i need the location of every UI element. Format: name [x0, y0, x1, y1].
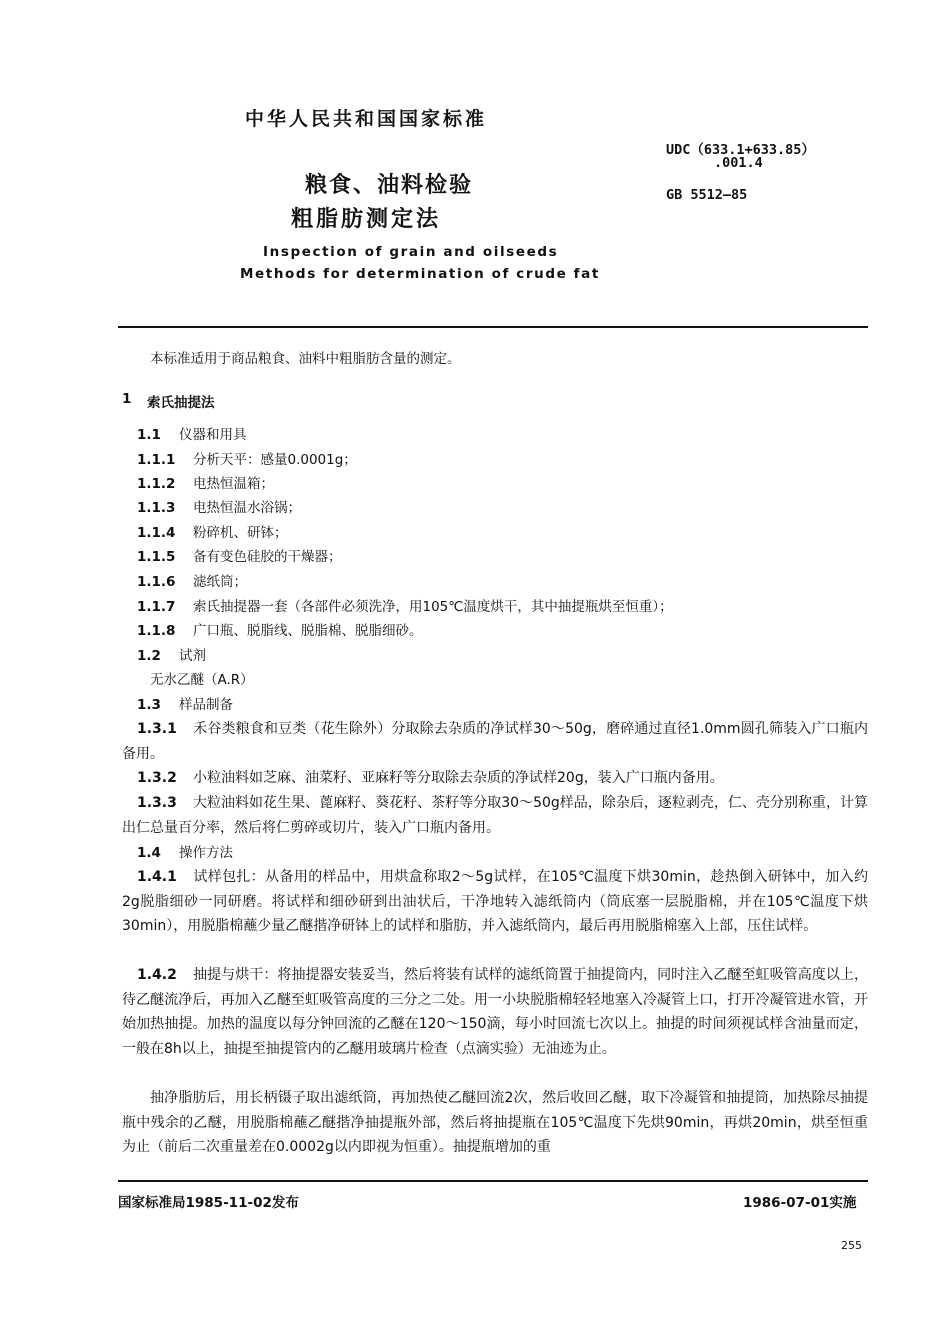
title-en-line1: Inspection of grain and oilseeds [263, 244, 559, 260]
list-item [137, 595, 673, 615]
title-en-line2: Methods for determination of crude fat [240, 266, 600, 282]
page-number: 255 [841, 1239, 862, 1252]
clause-number: 1.3.2 [137, 770, 177, 786]
footer-divider [118, 1180, 868, 1182]
clause-text: 大粒油料如花生果、蓖麻籽、葵花籽、茶籽等分取30～50g样品，除杂后，逐粒剥壳，仁、壳分别称重，计算出仁总量百分率，然后将仁剪碎或切片，装入广口瓶内备用。 [122, 795, 868, 836]
list-item [137, 619, 423, 639]
clause-1-3-1 [122, 717, 868, 766]
clause-number: 1.3 [137, 697, 161, 713]
clause-number: 1.4.1 [137, 869, 177, 885]
clause-number: 1.1.3 [137, 500, 176, 516]
clause-number: 1.1.4 [137, 525, 176, 541]
clause-number: 1.1.2 [137, 476, 176, 492]
header-divider [118, 326, 868, 328]
clause-text: 小粒油料如芝麻、油菜籽、亚麻籽等分取除去杂质的净试样20g，装入广口瓶内备用。 [193, 770, 724, 786]
clause-1-1 [137, 423, 247, 443]
clause-text: 电热恒温水浴锅； [193, 500, 301, 516]
clause-number: 1.2 [137, 648, 161, 664]
clause-1-4 [137, 841, 233, 861]
list-item [137, 570, 247, 590]
clause-number: 1.3.1 [137, 721, 177, 737]
clause-text: 操作方法 [179, 845, 233, 861]
clause-number: 1.1.6 [137, 574, 176, 590]
clause-text: 电热恒温箱； [193, 476, 274, 492]
title-cn-line1: 粮食、油料检验 [305, 173, 474, 198]
clause-text: 禾谷类粮食和豆类（花生除外）分取除去杂质的净试样30～50g，磨碎通过直径1.0mm圆孔筛装入广口瓶内备用。 [122, 721, 868, 762]
udc-code-continued: .001.4 [714, 155, 763, 171]
title-cn-line2: 粗脂肪测定法 [291, 207, 442, 232]
list-item [137, 496, 301, 516]
scope-statement: 本标准适用于商品粮食、油料中粗脂肪含量的测定。 [150, 351, 461, 367]
issue-date: 国家标准局1985-11-02发布 [118, 1195, 299, 1211]
udc-code: UDC（633.1+633.85） [666, 142, 815, 158]
clause-number: 1.4 [137, 845, 161, 861]
reagent-name: 无水乙醚（A.R） [150, 672, 254, 688]
clause-number: 1.1.5 [137, 549, 176, 565]
clause-number: 1.1 [137, 427, 161, 443]
clause-number: 1.4.2 [137, 967, 177, 983]
list-item [137, 448, 357, 468]
clause-text: 广口瓶、脱脂线、脱脂棉、脱脂细砂。 [193, 623, 423, 639]
clause-text: 粉碎机、研钵； [193, 525, 288, 541]
clause-1-3-3 [122, 791, 868, 840]
clause-text: 滤纸筒； [193, 574, 247, 590]
paragraph-drying: 抽净脂肪后，用长柄镊子取出滤纸筒，再加热使乙醚回流2次，然后收回乙醚，取下冷凝管和抽提筒，加热除尽抽提瓶中残余的乙醚，用脱脂棉蘸乙醚揩净抽提瓶外部，然后将抽提瓶在105℃温度下先烘90min，再烘20min，烘至恒重为止（前后二次重量差在0.0002g以内即视为恒重）。抽提瓶增加的重 [122, 1090, 868, 1155]
clause-1-4-1 [122, 865, 868, 939]
clause-text: 抽提与烘干：将抽提器安装妥当，然后将装有试样的滤纸筒置于抽提筒内，同时注入乙醚至虹吸管高度以上，待乙醚流净后，再加入乙醚至虹吸管高度的三分之二处。用一小块脱脂棉轻轻地塞入冷凝管上口，打开冷凝管进水管，开始加热抽提。加热的温度以每分钟回流的乙醚在120～150滴，每小时回流七次以上。抽提的时间须视试样含油量而定，一般在8h以上，抽提至抽提管内的乙醚用玻璃片检查（点滴实验）无油迹为止。 [122, 967, 868, 1057]
clause-number: 1.1.7 [137, 599, 176, 615]
clause-1-3-2 [122, 766, 868, 791]
clause-text: 样品制备 [179, 697, 233, 713]
clause-text: 分析天平：感量0.0001g； [193, 452, 357, 468]
clause-1-2 [137, 644, 206, 664]
gb-code: GB 5512—85 [666, 187, 748, 203]
clause-text: 试样包扎：从备用的样品中，用烘盒称取2～5g试样，在105℃温度下烘30min，趁热倒入研钵中，加入约2g脱脂细砂一同研磨。将试样和细砂研到出油状后，干净地转入滤纸筒内（筒底塞一层脱脂棉，并在105℃温度下烘30min），用脱脂棉蘸少量乙醚揩净研钵上的试样和脂肪，并入滤纸筒内，最后再用脱脂棉塞入上部，压住试样。 [122, 869, 868, 934]
clause-1-3 [137, 693, 233, 713]
clause-text: 备有变色硅胶的干燥器； [193, 549, 342, 565]
clause-1-4-2 [122, 963, 868, 1061]
section-1-title: 索氏抽提法 [147, 395, 215, 411]
list-item [137, 545, 342, 565]
clause-number: 1.1.1 [137, 452, 176, 468]
clause-number: 1.3.3 [137, 795, 177, 811]
clause-text: 仪器和用具 [179, 427, 247, 443]
list-item [137, 521, 288, 541]
national-standard-heading: 中华人民共和国国家标准 [245, 108, 488, 130]
effective-date: 1986-07-01实施 [743, 1195, 857, 1211]
list-item [137, 472, 274, 492]
clause-text: 试剂 [179, 648, 206, 664]
clause-text: 索氏抽提器一套（各部件必须洗净，用105℃温度烘干，其中抽提瓶烘至恒重）； [193, 599, 673, 615]
section-1-number: 1 [122, 391, 132, 407]
clause-number: 1.1.8 [137, 623, 176, 639]
